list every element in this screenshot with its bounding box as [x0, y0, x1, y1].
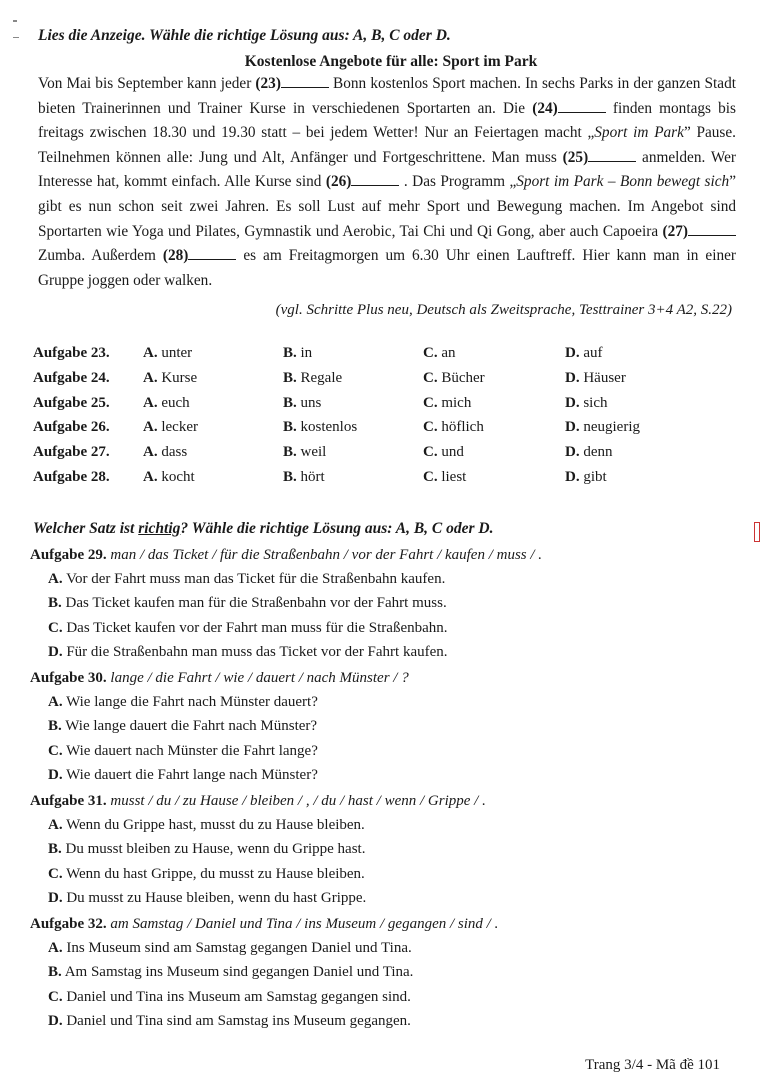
answer-letter: B. [48, 964, 62, 981]
passage-text: Bonn kostenlos Sport machen. In sechs Parks in der ganzen Stadt bieten Trainerinnen und Trainer Kurse in verschiedenen Sportarten an. Die [38, 75, 736, 117]
gap-number-24: (24) [532, 99, 558, 117]
option-text: weil [296, 444, 327, 461]
question-label: Aufgabe 30. [30, 670, 107, 686]
answer-option [48, 739, 740, 763]
task-label: Aufgabe 28. [33, 468, 110, 485]
option-letter: A. [143, 419, 158, 436]
answer-letter: D. [48, 767, 63, 784]
answer-option [48, 985, 740, 1009]
option-letter: C. [423, 345, 438, 361]
answer-option [48, 591, 740, 615]
passage-text: Von Mai bis September kann jeder [38, 75, 256, 92]
option-text: uns [296, 394, 322, 411]
option-letter: D. [565, 369, 580, 386]
option-text: Regale [296, 369, 343, 386]
task-option [423, 419, 484, 436]
answer-text: Daniel und Tina sind am Samstag ins Museum gegangen. [62, 1013, 411, 1030]
question-prompt: man / das Ticket / für die Straßenbahn / vor der Fahrt / kaufen / muss / . [106, 547, 543, 563]
question-header [30, 789, 740, 813]
gap-number-25: (25) [562, 148, 589, 166]
reading-instruction: Lies die Anzeige. Wähle die richtige Lösung aus: A, B, C oder D. [38, 27, 451, 44]
answer-option [48, 616, 740, 640]
option-text: unter [157, 345, 193, 361]
task-option [565, 395, 608, 412]
question-prompt: lange / die Fahrt / wie / dauert / nach Münster / ? [106, 670, 409, 686]
option-letter: D. [565, 419, 580, 436]
task-row [33, 469, 733, 494]
option-letter: C. [423, 369, 438, 386]
answer-text: Am Samstag ins Museum sind gegangen Daniel und Tina. [61, 964, 414, 981]
option-text: in [296, 345, 313, 361]
task-label: Aufgabe 23. [33, 345, 110, 361]
answer-letter: A. [48, 817, 63, 833]
option-letter: D. [565, 468, 580, 485]
sentence-instruction [33, 520, 493, 538]
option-text: gibt [579, 468, 607, 485]
task-option [143, 469, 195, 486]
answer-letter: C. [48, 988, 63, 1005]
page-footer: Trang 3/4 - Mã đề 101 [585, 1057, 720, 1073]
option-letter: D. [565, 394, 580, 411]
answer-text: Das Ticket kaufen man für die Straßenbahn vor der Fahrt muss. [61, 595, 447, 612]
option-text: kocht [157, 468, 195, 485]
gap-number-26: (26) [325, 173, 352, 191]
answer-letter: A. [48, 940, 63, 956]
scan-mark [13, 37, 19, 38]
option-letter: B. [283, 468, 297, 485]
answer-letter: B. [48, 841, 62, 858]
answer-option [48, 936, 740, 960]
answer-text: Vor der Fahrt muss man das Ticket für die Straßenbahn kaufen. [62, 571, 446, 587]
answer-letter: C. [48, 619, 63, 636]
gap-number-23: (23) [255, 75, 281, 92]
answer-letter: C. [48, 865, 63, 882]
answer-option [48, 837, 740, 861]
source-citation: (vgl. Schritte Plus neu, Deutsch als Zweitsprache, Testtrainer 3+4 A2, S.22) [275, 302, 732, 318]
option-letter: A. [143, 369, 158, 386]
task-option [143, 345, 192, 362]
task-option [423, 395, 471, 412]
answer-letter: A. [48, 571, 63, 587]
task-option [423, 370, 485, 387]
option-letter: A. [143, 345, 158, 361]
option-letter: A. [143, 444, 158, 461]
answer-option [48, 813, 740, 837]
task-option [283, 469, 325, 486]
question-prompt: am Samstag / Daniel und Tina / ins Museum / gegangen / sind / . [106, 916, 499, 932]
option-letter: D. [565, 345, 580, 361]
answer-text: Das Ticket kaufen vor der Fahrt man muss für die Straßenbahn. [62, 619, 448, 636]
answer-text: Du musst zu Hause bleiben, wenn du hast Grippe. [62, 890, 367, 907]
answer-text: Wie dauert die Fahrt lange nach Münster? [62, 767, 318, 784]
ad-passage [38, 72, 736, 293]
task-option [283, 444, 326, 461]
answer-text: Wie lange die Fahrt nach Münster dauert? [62, 694, 318, 710]
answer-text: Wie dauert nach Münster die Fahrt lange? [62, 742, 318, 759]
answer-letter: B. [48, 595, 62, 612]
task-option [565, 370, 626, 387]
gap-blank-23 [281, 73, 329, 88]
passage-text: . Das Programm „ [399, 173, 517, 191]
option-letter: C. [423, 444, 438, 461]
gap-blank-28 [188, 245, 236, 260]
task-option [565, 444, 613, 461]
gap-number-28: (28) [162, 247, 189, 265]
task-option [423, 345, 456, 362]
gap-number-27: (27) [662, 222, 688, 240]
answer-option [48, 567, 740, 591]
answer-text: Wenn du hast Grippe, du musst zu Hause bleiben. [62, 865, 365, 882]
option-text: Bücher [437, 369, 485, 386]
question-block [30, 543, 740, 665]
answer-option [48, 960, 740, 984]
option-letter: C. [423, 394, 438, 411]
gap-blank-27 [688, 221, 736, 236]
answer-text: Du musst bleiben zu Hause, wenn du Grippe hast. [61, 841, 366, 858]
answer-option [48, 1009, 740, 1033]
gap-blank-25 [588, 147, 636, 162]
question-label: Aufgabe 29. [30, 547, 107, 563]
task-row [33, 444, 733, 469]
option-text: hört [296, 468, 325, 485]
question-header [30, 666, 740, 690]
option-text: kostenlos [296, 419, 358, 436]
option-text: denn [579, 444, 613, 461]
answer-letter: C. [48, 742, 63, 759]
answer-letter: D. [48, 890, 63, 907]
option-letter: B. [283, 394, 297, 411]
passage-italic: Sport im Park [594, 124, 684, 142]
task-row [33, 370, 733, 395]
answer-letter: D. [48, 644, 63, 661]
option-text: neugierig [579, 419, 640, 436]
task-option [283, 370, 342, 387]
answer-option [48, 886, 740, 910]
ad-title: Kostenlose Angebote für alle: Sport im Park [244, 53, 538, 70]
question-header [30, 543, 740, 567]
task-label: Aufgabe 24. [33, 369, 110, 386]
option-text: euch [157, 394, 190, 411]
option-letter: A. [143, 468, 158, 485]
option-letter: A. [143, 394, 158, 411]
answer-letter: B. [48, 718, 62, 735]
question-block [30, 789, 740, 911]
instruction-underlined: richtig [138, 520, 181, 537]
task-option [565, 419, 640, 436]
option-letter: B. [283, 369, 297, 386]
answer-text: Wie lange dauert die Fahrt nach Münster? [61, 718, 318, 735]
answer-option [48, 640, 740, 664]
question-prompt: musst / du / zu Hause / bleiben / , / du / hast / wenn / Grippe / . [106, 793, 486, 809]
task-option [283, 345, 312, 362]
option-letter: B. [283, 419, 297, 436]
option-letter: B. [283, 444, 297, 461]
option-text: lecker [157, 419, 198, 436]
task-option [423, 444, 464, 461]
task-table [33, 345, 733, 494]
task-row [33, 345, 733, 370]
question-label: Aufgabe 31. [30, 793, 107, 809]
question-block [30, 666, 740, 788]
task-label: Aufgabe 26. [33, 419, 110, 436]
option-text: Kurse [157, 369, 198, 386]
task-option [565, 469, 607, 486]
task-option [565, 345, 603, 362]
task-option [423, 469, 466, 486]
gap-blank-24 [558, 98, 606, 113]
answer-text: Wenn du Grippe hast, musst du zu Hause bleiben. [62, 817, 365, 833]
answer-letter: D. [48, 1013, 63, 1030]
gap-blank-26 [351, 171, 399, 186]
answer-letter: A. [48, 694, 63, 710]
option-text: auf [579, 345, 603, 361]
answer-text: Ins Museum sind am Samstag gegangen Daniel und Tina. [62, 940, 412, 956]
answer-text: Daniel und Tina ins Museum am Samstag gegangen sind. [62, 988, 411, 1005]
option-text: und [437, 444, 464, 461]
option-text: an [437, 345, 456, 361]
task-row [33, 419, 733, 444]
question-label: Aufgabe 32. [30, 916, 107, 932]
task-option [143, 395, 190, 412]
option-text: liest [437, 468, 467, 485]
task-option [283, 395, 321, 412]
passage-text: Zumba. Außerdem [38, 247, 163, 265]
scan-mark [13, 20, 17, 22]
option-text: sich [579, 394, 608, 411]
passage-italic: Sport im Park – Bonn bewegt sich [516, 173, 730, 191]
instruction-text: ? Wähle die richtige Lösung aus: A, B, C oder D. [180, 520, 494, 537]
option-text: höflich [437, 419, 484, 436]
option-text: mich [437, 394, 472, 411]
instruction-text: Welcher Satz ist [33, 520, 139, 537]
question-block [30, 912, 740, 1034]
option-text: Häuser [579, 369, 626, 386]
task-option [143, 444, 187, 461]
scan-mark-red [754, 522, 760, 542]
option-letter: C. [423, 419, 438, 436]
task-label: Aufgabe 27. [33, 444, 110, 461]
passage-text: es am Freitagmorgen um 6.30 Uhr einen Lauftreff. Hier kann man in einer Gruppe joggen oder walken. [38, 247, 736, 289]
answer-option [48, 763, 740, 787]
option-letter: B. [283, 345, 297, 361]
passage-text: anmelden. Wer Interesse hat, kommt einfach. Alle Kurse sind [38, 148, 736, 191]
passage-text: ” Pause. Teilnehmen können alle: Jung und Alt, Anfänger und Fortgeschrittene. Man muss [38, 124, 736, 166]
task-option [143, 419, 198, 436]
task-option [143, 370, 197, 387]
answer-option [48, 714, 740, 738]
task-row [33, 395, 733, 420]
passage-text: ” gibt es nun schon seit zwei Jahren. Es soll Lust auf mehr Sport und Bewegung machen. Im Angebot sind Sportarten wie Yoga und Pilates, Gymnastik und Aerobic, Tai Chi und Qi Gong, aber auch Capoeira [38, 173, 736, 240]
answer-text: Für die Straßenbahn man muss das Ticket vor der Fahrt kaufen. [62, 644, 448, 661]
option-letter: C. [423, 468, 438, 485]
task-label: Aufgabe 25. [33, 394, 110, 411]
question-header [30, 912, 740, 936]
answer-option [48, 862, 740, 886]
option-text: dass [157, 444, 188, 461]
option-letter: D. [565, 444, 580, 461]
task-option [283, 419, 357, 436]
answer-option [48, 690, 740, 714]
passage-text: finden montags bis freitags zwischen 18.30 und 19.30 statt – bei jedem Wetter! Nur an Feiertagen macht „ [38, 99, 736, 142]
